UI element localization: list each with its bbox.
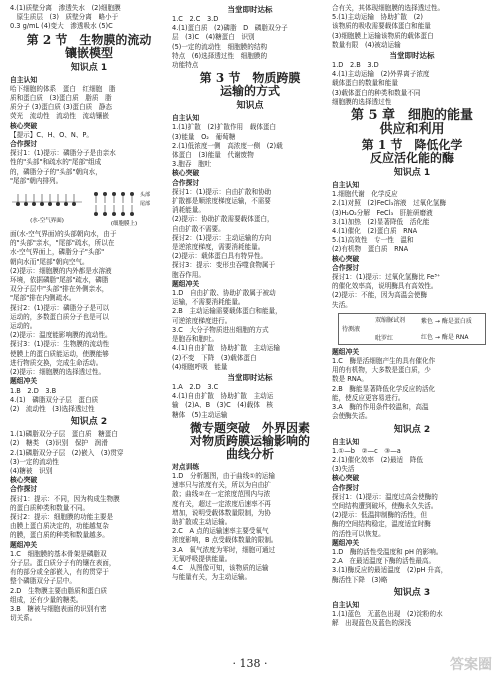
enzyme-identification-flowchart — [338, 313, 486, 345]
cooperative-label: 合作探讨 — [172, 178, 200, 187]
text-line: (2)提示：温度能影响膜的流动性。 — [10, 331, 112, 340]
text-line: 是胞吞和胞吐。 — [172, 335, 219, 344]
text-line: 探讨3：(1)提示：生物膜的流动性 — [10, 340, 110, 349]
text-line: 层 (3)C (4)糖蛋白 识别 — [172, 33, 255, 42]
text-line: (3)细胞膜上运输该物质的载体蛋白 — [332, 31, 434, 40]
text-line: 整个磷脂双分子层中。 — [10, 577, 76, 586]
self-check-label: 自主认知 — [10, 75, 38, 84]
text-line: 探讨3：提示：变形虫吞噬食物属于 — [172, 261, 276, 270]
text-line: 3.B 糖被与细胞表面的识别有密 — [10, 604, 107, 613]
text-line: 探讨2：提示：细胞膜的功能主要是 — [10, 512, 114, 521]
text-line: (5)一定的流动性 细胞膜的结构 — [172, 42, 268, 51]
text-line: 扩散都是顺浓度梯度运输，不需要 — [172, 197, 271, 206]
chapter-title-line: 供应和利用 — [379, 122, 445, 138]
text-line: 1.D 自由扩散、协助扩散属于被动 — [172, 289, 276, 298]
text-line: 2.B 酶能显著降低化学反应的活化 — [332, 384, 436, 393]
section-title — [332, 139, 492, 165]
figure-caption: (水-空气界面) — [30, 218, 64, 225]
figure-label-tail: 尾部 — [140, 201, 151, 208]
text-line: (2)提示：不能，因为高温会使酶 — [332, 291, 428, 300]
text-line: 的，磷脂分子的"头部"朝向水， — [10, 167, 102, 176]
text-line: 4.(1) 磷脂双分子层 蛋白质 — [10, 395, 99, 404]
text-line: 1.(1)蓝色 无蓝色出现 (2)淀粉的水 — [332, 609, 443, 618]
section-title — [172, 72, 328, 98]
text-line: 组成，还有少量的糖类。 — [10, 595, 83, 604]
knowledge-point-heading: 知识点 2 — [393, 424, 431, 435]
core-label: 核心突破 — [10, 476, 38, 485]
text-line: 1.C 2.C 3.D — [172, 15, 219, 23]
text-line: 特点 (6)选择透过性 细胞膜的 — [172, 51, 268, 60]
text-line: 数是 RNA。 — [332, 375, 368, 384]
text-line: 2.(1)催化效率 (2)最适 降低 — [332, 455, 423, 464]
text-line: (2)提示：细胞膜的选择透过性。 — [10, 368, 106, 377]
text-line: 消耗能量。 — [172, 206, 205, 215]
text-line: 4.(1)主动运输 (2)外界离子浓度 — [332, 70, 430, 79]
text-line: 运动的。 — [10, 322, 37, 331]
text-line: 使膜上的蛋白质能运动，使膜能够 — [10, 349, 109, 358]
text-line: 1.C 细胞膜的基本骨架是磷脂双 — [10, 549, 107, 558]
text-line: (3)载体蛋白的种类和数量不同 — [332, 88, 421, 97]
watermark-logo: 答案圈 — [450, 657, 492, 673]
text-line: 合有关，其体现细胞膜的选择透过性。 — [332, 4, 445, 12]
text-line: 细胞膜的选择透过性 — [332, 97, 392, 106]
text-line: (3)H₂O₂分解 FeCl₃ 肝脏研磨液 — [332, 208, 433, 217]
text-line: 2.B 主动运输需要载体蛋白和能量， — [172, 307, 282, 316]
phospholipid-figure — [10, 188, 168, 228]
page-number: · 138 · — [232, 657, 268, 670]
text-line: 1.A 2.D 3.C — [172, 382, 219, 391]
text-line: 原生质层 (3) 质壁分离 略小于 — [10, 13, 119, 22]
core-label: 核心突破 — [172, 169, 200, 178]
text-line: 度有关，超过一定浓度后速率不再 — [172, 499, 271, 508]
text-line: 3.胞吞 胞吐 — [172, 160, 212, 169]
section-title-line: 第 2 节 生物膜的流动 — [26, 32, 152, 47]
text-line: 朝向水而"尾部"朝向空气。 — [10, 257, 89, 266]
text-line: 可逆浓度梯度进行。 — [172, 316, 232, 325]
section-banner: 当堂即时达标 — [389, 51, 435, 61]
text-line: 由膜上蛋白质决定的，功能越复杂 — [10, 522, 109, 531]
chapter-title — [332, 109, 492, 137]
text-line: 4.(1)蛋白质 (2)磷脂 D 磷脂双分子 — [172, 24, 288, 33]
text-line: (2) 流动性 (3)选择透过性 — [10, 404, 95, 413]
self-check-label: 自主认知 — [332, 600, 360, 609]
text-line: 载体蛋白的数量和能量 — [332, 79, 398, 88]
text-line: 探讨1：(1)提示：磷脂分子是由亲水 — [10, 149, 116, 158]
section-title-line: 反应活化能的酶 — [369, 151, 454, 166]
text-line: (3)能量 O₂ 葡萄糖 — [172, 132, 236, 141]
text-line: 的"头部"亲水，"尾部"疏水，所以在 — [10, 239, 115, 248]
text-line: (2)不变 下降 (3)载体蛋白 — [172, 353, 257, 362]
text-line: 3.(1)酶反应的最适温度 (2)pH 升高， — [332, 566, 448, 575]
text-line: 2.(1)磷脂双分子层 (2)嵌入 (3)贯穿 — [10, 448, 124, 457]
text-line: 输 (2)A、B (3)C (4)载体 核 — [172, 401, 274, 410]
text-line: 3.C 大分子物质进出细胞的方式 — [172, 325, 269, 334]
text-line: 2.A 在最适温度下酶的活性最高。 — [332, 557, 436, 566]
text-line: 环境，依据磷脂"尾部"疏水，磷脂 — [10, 276, 109, 285]
flow-start-label: 待测液 — [342, 325, 361, 333]
text-line: (3)一定的流动性 — [10, 457, 59, 466]
text-line: 性的"头部"和疏水的"尾部"组成 — [10, 158, 102, 167]
cooperative-label: 合作探讨 — [10, 140, 38, 149]
text-line: 3.A 氧气浓度为零时，细胞可通过 — [172, 545, 276, 554]
text-line: 的蛋白质种类和数量不同。 — [10, 503, 90, 512]
text-line: 2.C A 点的运输速率主要受氧气 — [172, 527, 269, 536]
text-line: 1.(1)磷脂双分子层 蛋白质 糖蛋白 — [10, 430, 118, 439]
text-line: 质分子 (3)蛋白质 (3)蛋白质 静态 — [10, 103, 112, 112]
text-line: "尾部"排在内侧疏水。 — [10, 294, 76, 303]
text-line: 0.3 g/mL (4)变大 渗透吸水 (5)C — [10, 22, 113, 31]
text-line: 4.C 从图像可知，该物质的运输 — [172, 563, 269, 572]
text-line: 进行物质交换，完成生命活动。 — [10, 358, 103, 367]
text-line: 5.(1)高效性 专一性 温和 — [332, 236, 414, 245]
self-check-label: 自主认知 — [172, 114, 200, 123]
core-label: 核心突破 — [332, 474, 360, 483]
text-line: 浓度影响，B 点受载体数量的限制。 — [172, 536, 278, 545]
text-line: (2)提示：协助扩散需要载体蛋白， — [172, 215, 274, 224]
text-line: 该物质的吸收需要载体蛋白和能量 — [332, 22, 431, 31]
text-line: 的膜，蛋白质的种类和数量越多。 — [10, 531, 109, 540]
text-line: 功能特点 — [172, 61, 199, 70]
column-middle — [172, 4, 328, 582]
cooperative-label: 合作探讨 — [332, 483, 360, 492]
text-line: 2.(1)对照 (2)FeCl₃溶液 过氧化氢酶 — [332, 199, 447, 208]
text-line: 【提示】C、H、O、N、P。 — [10, 130, 94, 139]
text-line: 运输，不需要消耗能量。 — [172, 298, 245, 307]
self-check-label: 自主认知 — [332, 437, 360, 446]
text-line: 的活性可以恢复。 — [332, 529, 385, 538]
knowledge-point-heading: 知识点 2 — [70, 417, 108, 428]
text-line: 3.(1)加热 (2)显著降低 活化能 — [332, 217, 430, 226]
text-line: (2)提示：细胞膜的内外都是水溶液 — [10, 266, 112, 275]
text-line: (2) 糖类 (3)识别 保护 润滑 — [10, 439, 108, 448]
text-line: 水-空气界面上，磷脂分子"头部" — [10, 248, 105, 257]
figure-label-head: 头部 — [140, 192, 151, 199]
text-line: 是逆浓度梯度，需要消耗能量。 — [172, 243, 265, 252]
section-banner: 当堂即时达标 — [227, 372, 273, 382]
text-line: 探讨1：(1)提示：自由扩散和协助 — [172, 187, 272, 196]
section-title-line: 镶嵌模型 — [64, 45, 113, 60]
text-line: 探讨1：(1)提示：过氧化氢酶比 Fe³⁺ — [332, 273, 441, 282]
text-line: 哈下细胞的体系 蛋白 红细胞 脂 — [10, 84, 116, 93]
text-line: 增加，说明受载体数量限制，为协 — [172, 508, 271, 517]
text-line: 2.(1)低浓度一侧 高浓度一侧 (2)载 — [172, 141, 283, 150]
text-line: 分子层。蛋白质分子有的镶在表面， — [10, 558, 116, 567]
text-line: 与能量有关，为主动运输。 — [172, 573, 252, 582]
cooperative-label: 合作探讨 — [332, 263, 360, 272]
text-line: 1.①—b ②—c ③—a — [332, 446, 401, 455]
core-label: 核心突破 — [332, 254, 360, 263]
text-line: 4.(1)质壁分离 渗透失水 (2)细胞膜 — [10, 4, 121, 12]
text-line: (3)失活 — [332, 465, 355, 474]
text-line: 无氧呼吸提供能量。 — [172, 554, 232, 563]
self-check-label: 自主认知 — [332, 181, 360, 190]
text-line: (2)提示：载体蛋白具有特异性。 — [172, 252, 268, 261]
section-banner: 当堂即时达标 — [227, 5, 273, 14]
knowledge-point-heading: 知识点 1 — [70, 62, 108, 73]
review-label: 题组冲关 — [332, 347, 360, 356]
section-title-line: 第 1 节 降低化学 — [361, 138, 463, 153]
text-line: 探讨2：(1)提示：主动运输的方向 — [172, 233, 272, 242]
text-line: 质和蛋白质 (3)蛋白质 脂质 脂 — [10, 94, 112, 103]
text-line: 1.D 酶的活性受温度和 pH 的影响。 — [332, 547, 443, 556]
text-line: 糖体 (5)主动运输 — [172, 410, 228, 419]
water-air-interface-diagram — [10, 188, 84, 228]
text-line: 酶活性下降 (3)略 — [332, 575, 388, 584]
text-line: 用的有机物，大多数是蛋白质，少 — [332, 366, 431, 375]
text-line: (4)糖被 识别 — [10, 466, 53, 475]
text-line: 能，使反应更容易进行。 — [332, 393, 405, 402]
text-line: 速率只与浓度有关，所以为自由扩 — [172, 481, 271, 490]
chapter-title-line: 第 5 章 细胞的能量 — [350, 108, 474, 124]
knowledge-point-heading: 知识点 3 — [393, 587, 431, 598]
top-answers — [10, 4, 168, 32]
text-line: 失活。 — [332, 300, 352, 309]
review-label: 题组冲关 — [332, 538, 360, 547]
knowledge-point-heading: 知识点 1 — [393, 168, 431, 179]
micro-title-line: 曲线分析 — [225, 446, 274, 461]
text-line: 1.细胞代谢 化学反应 — [332, 190, 398, 199]
column-left — [10, 4, 168, 623]
text-line: "尾部"朝内排列。 — [10, 176, 63, 185]
text-line: 4.(1)自由扩散 协助扩散 主动运 — [172, 392, 274, 401]
text-line: 4.(1)催化 (2)蛋白质 RNA — [332, 227, 418, 236]
text-line: 荧光 流动性 流动性 流动镶嵌 — [10, 112, 109, 121]
membrane-bilayer-diagram — [88, 188, 166, 228]
text-line: 5.(1)主动运输 协助扩散 (2) — [332, 13, 423, 22]
column-right — [332, 4, 492, 628]
text-line: 解 出现蓝色及蓝色的深浅 — [332, 619, 412, 628]
text-line: 数量有限 (4)被动运输 — [332, 40, 401, 49]
text-line: 的催化效率高，说明酶具有高效性。 — [332, 282, 438, 291]
review-label: 题组冲关 — [10, 540, 38, 549]
review-label: 题组冲关 — [10, 377, 38, 386]
micro-topic-title — [172, 422, 328, 461]
text-line: (4)细胞呼吸 能量 — [172, 362, 228, 371]
text-line: 自由扩散不需要。 — [172, 224, 225, 233]
text-line: 1.B 2.D 3.B — [10, 386, 57, 395]
text-line: 1.D 2.B 3.D — [332, 61, 379, 70]
section-title-line: 第 3 节 物质跨膜 — [199, 71, 301, 86]
text-line: 运动的，多数蛋白质分子也是可以 — [10, 312, 109, 321]
text-line: 有的部分或全部嵌入，有的贯穿于 — [10, 568, 109, 577]
text-line: 酶的空间结构稳定，温度适宜时酶 — [332, 520, 431, 529]
flow-result-label: 紫色 → 酶是蛋白质 — [421, 317, 472, 325]
cooperative-label: 合作探讨 — [10, 485, 38, 494]
text-line: (2)有机物 蛋白质 RNA — [332, 245, 409, 254]
text-line: 2.D 生物膜主要由脂质和蛋白质 — [10, 586, 108, 595]
text-line: 助扩散或主动运输。 — [172, 517, 232, 526]
text-line: 空间结构遭到破坏，使酶永久失活。 — [332, 501, 438, 510]
core-label: 核心突破 — [10, 121, 38, 130]
flow-reagent-label: 吡罗红 — [375, 334, 394, 342]
practice-label: 对点训练 — [172, 462, 200, 471]
text-line: 切关系。 — [10, 614, 37, 623]
text-line: 探讨2：(1)提示：磷脂分子是可以 — [10, 303, 110, 312]
section-title — [10, 34, 168, 60]
knowledge-point-heading: 知识点 — [236, 101, 264, 112]
review-label: 题组冲关 — [172, 279, 200, 288]
text-line: 1.C 酶是活细胞产生的具有催化作 — [332, 357, 436, 366]
section-title-line: 运输的方式 — [219, 84, 280, 99]
text-line: 探讨1：(1)提示：温度过高会使酶的 — [332, 492, 438, 501]
text-line: 胞吞作用。 — [172, 270, 205, 279]
flow-result-label: 红色 → 酶是 RNA — [421, 333, 469, 341]
text-line: 会使酶失活。 — [332, 412, 372, 421]
text-line: 3.A 酶的作用条件较温和，高温 — [332, 403, 429, 412]
text-line: 散；曲线②在一定浓度范围内与浓 — [172, 490, 271, 499]
text-line: 探讨1：提示：不同，因为构成生物膜 — [10, 494, 120, 503]
text-line: 体蛋白 (3)能量 代谢废物 — [172, 151, 254, 160]
text-line: 面(水-空气界面)的头部朝向水，由于 — [10, 230, 117, 239]
text-line: 1.D 分析题图，由于曲线①的运输 — [172, 471, 275, 480]
micro-title-line: 对物质跨膜运输影响的 — [189, 433, 310, 448]
text-line: 1.(1)扩散 (2)扩散作用 载体蛋白 — [172, 123, 277, 132]
text-line: (2)提示：低温抑制酶的活性，但 — [332, 511, 428, 520]
text-line: 双分子层中"头部"排在外侧亲水， — [10, 285, 109, 294]
figure-caption: (细胞膜上) — [110, 221, 138, 228]
text-line: 4.(1)自由扩散 协助扩散 主动运输 — [172, 344, 280, 353]
flow-reagent-label: 双缩脲试剂 — [375, 316, 406, 324]
micro-title-line: 微专题突破 外界因素 — [189, 420, 310, 435]
